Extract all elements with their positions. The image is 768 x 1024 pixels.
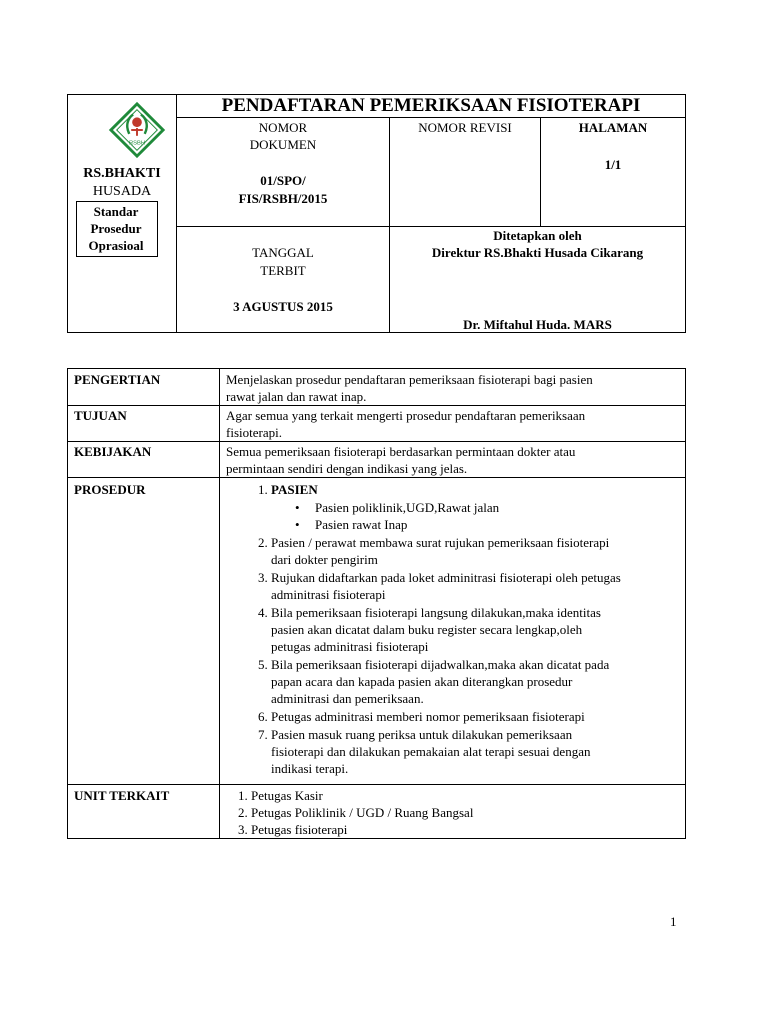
logo-text: RSBH [128, 140, 146, 147]
prosedur-step [271, 656, 682, 707]
prosedur-step-line: adminitrasi fisioterapi [271, 587, 386, 602]
org-name: RS.BHAKTI [83, 166, 161, 181]
prosedur-step-line: pasien akan dicatat dalam buku register secara lengkap,oleh [271, 622, 583, 637]
kebijakan-label: KEBIJAKAN [74, 444, 152, 459]
unit-terkait-label: UNIT TERKAIT [74, 788, 170, 803]
pengertian-text-2: rawat jalan dan rawat inap. [226, 389, 367, 404]
prosedur-sub-item: • Pasien rawat Inap [293, 516, 682, 533]
nomor-dokumen-label-1: NOMOR [258, 120, 308, 135]
hospital-logo [108, 101, 166, 159]
prosedur-step-line: Pasien / perawat membawa surat rujukan pemeriksaan fisioterapi [271, 535, 610, 550]
tujuan-label: TUJUAN [74, 408, 127, 423]
prosedur-step-line: Petugas adminitrasi memberi nomor pemeriksaan fisioterapi [271, 709, 585, 724]
tanggal-terbit-label-1: TANGGAL [252, 245, 314, 260]
halaman-value: 1/1 [604, 157, 622, 172]
prosedur-step-line: dari dokter pengirim [271, 552, 378, 567]
nomor-revisi-label: NOMOR REVISI [418, 120, 512, 135]
nomor-dokumen-label-2: DOKUMEN [249, 137, 317, 152]
prosedur-step [271, 534, 682, 568]
kebijakan-text-1: Semua pemeriksaan fisioterapi berdasarkan permintaan dokter atau [226, 444, 576, 459]
prosedur-step-line: fisioterapi dan dilakukan pemakaian alat terapi sesuai dengan [271, 744, 591, 759]
prosedur-step [271, 708, 682, 725]
prosedur-step-line: papan acara dan kapada pasien akan diterangkan prosedur [271, 674, 573, 689]
prosedur-step [271, 481, 682, 533]
kebijakan-text-2: permintaan sendiri dengan indikasi yang jelas. [226, 461, 468, 476]
nomor-dokumen-value-1: 01/SPO/ [260, 173, 306, 188]
prosedur-step-line: indikasi terapi. [271, 761, 349, 776]
prosedur-sub-item: • Pasien poliklinik,UGD,Rawat jalan [293, 499, 682, 516]
unit-terkait-item: 2. Petugas Poliklinik / UGD / Ruang Bangsal [251, 804, 682, 821]
prosedur-step-line: Bila pemeriksaan fisioterapi dijadwalkan,maka akan dicatat pada [271, 657, 610, 672]
document-title: PENDAFTARAN PEMERIKSAAN FISIOTERAPI [221, 95, 641, 116]
document-type-line-1: Standar [93, 204, 139, 219]
tanggal-terbit-value: 3 AGUSTUS 2015 [233, 299, 333, 314]
prosedur-label: PROSEDUR [74, 482, 146, 497]
pengertian-text-1: Menjelaskan prosedur pendaftaran pemeriksaan fisioterapi bagi pasien [226, 372, 593, 387]
prosedur-step-line: Pasien masuk ruang periksa untuk dilakukan pemeriksaan [271, 727, 573, 742]
prosedur-step [271, 604, 682, 655]
page-number: 1 [670, 914, 677, 929]
prosedur-step-line: Bila pemeriksaan fisioterapi langsung dilakukan,maka identitas [271, 605, 601, 620]
prosedur-step-line: adminitrasi dan pemeriksaan. [271, 691, 424, 706]
unit-terkait-item: 1. Petugas Kasir [251, 787, 682, 804]
signatory-name: Dr. Miftahul Huda. MARS [463, 317, 612, 332]
nomor-dokumen-value-2: FIS/RSBH/2015 [238, 191, 328, 206]
prosedur-step-1-title: PASIEN [271, 482, 318, 497]
document-type-line-2: Prosedur [90, 221, 142, 236]
ditetapkan-by: Direktur RS.Bhakti Husada Cikarang [431, 245, 644, 260]
unit-terkait-item: 3. Petugas fisioterapi [251, 821, 682, 838]
document-type-line-3: Oprasioal [88, 238, 144, 253]
prosedur-step-line: petugas adminitrasi fisioterapi [271, 639, 429, 654]
tujuan-text-2: fisioterapi. [226, 425, 282, 440]
unit-terkait-list [226, 787, 682, 838]
pengertian-label: PENGERTIAN [74, 372, 161, 387]
tanggal-terbit-label-2: TERBIT [260, 263, 306, 278]
prosedur-step [271, 726, 682, 777]
org-name-sub: HUSADA [92, 184, 152, 199]
prosedur-step-line: Rujukan didaftarkan pada loket adminitrasi fisioterapi oleh petugas [271, 570, 621, 585]
ditetapkan-label: Ditetapkan oleh [493, 228, 582, 243]
prosedur-steps [226, 481, 682, 778]
tujuan-text-1: Agar semua yang terkait mengerti prosedur pendaftaran pemeriksaan [226, 408, 586, 423]
prosedur-step [271, 569, 682, 603]
halaman-label: HALAMAN [578, 120, 648, 135]
